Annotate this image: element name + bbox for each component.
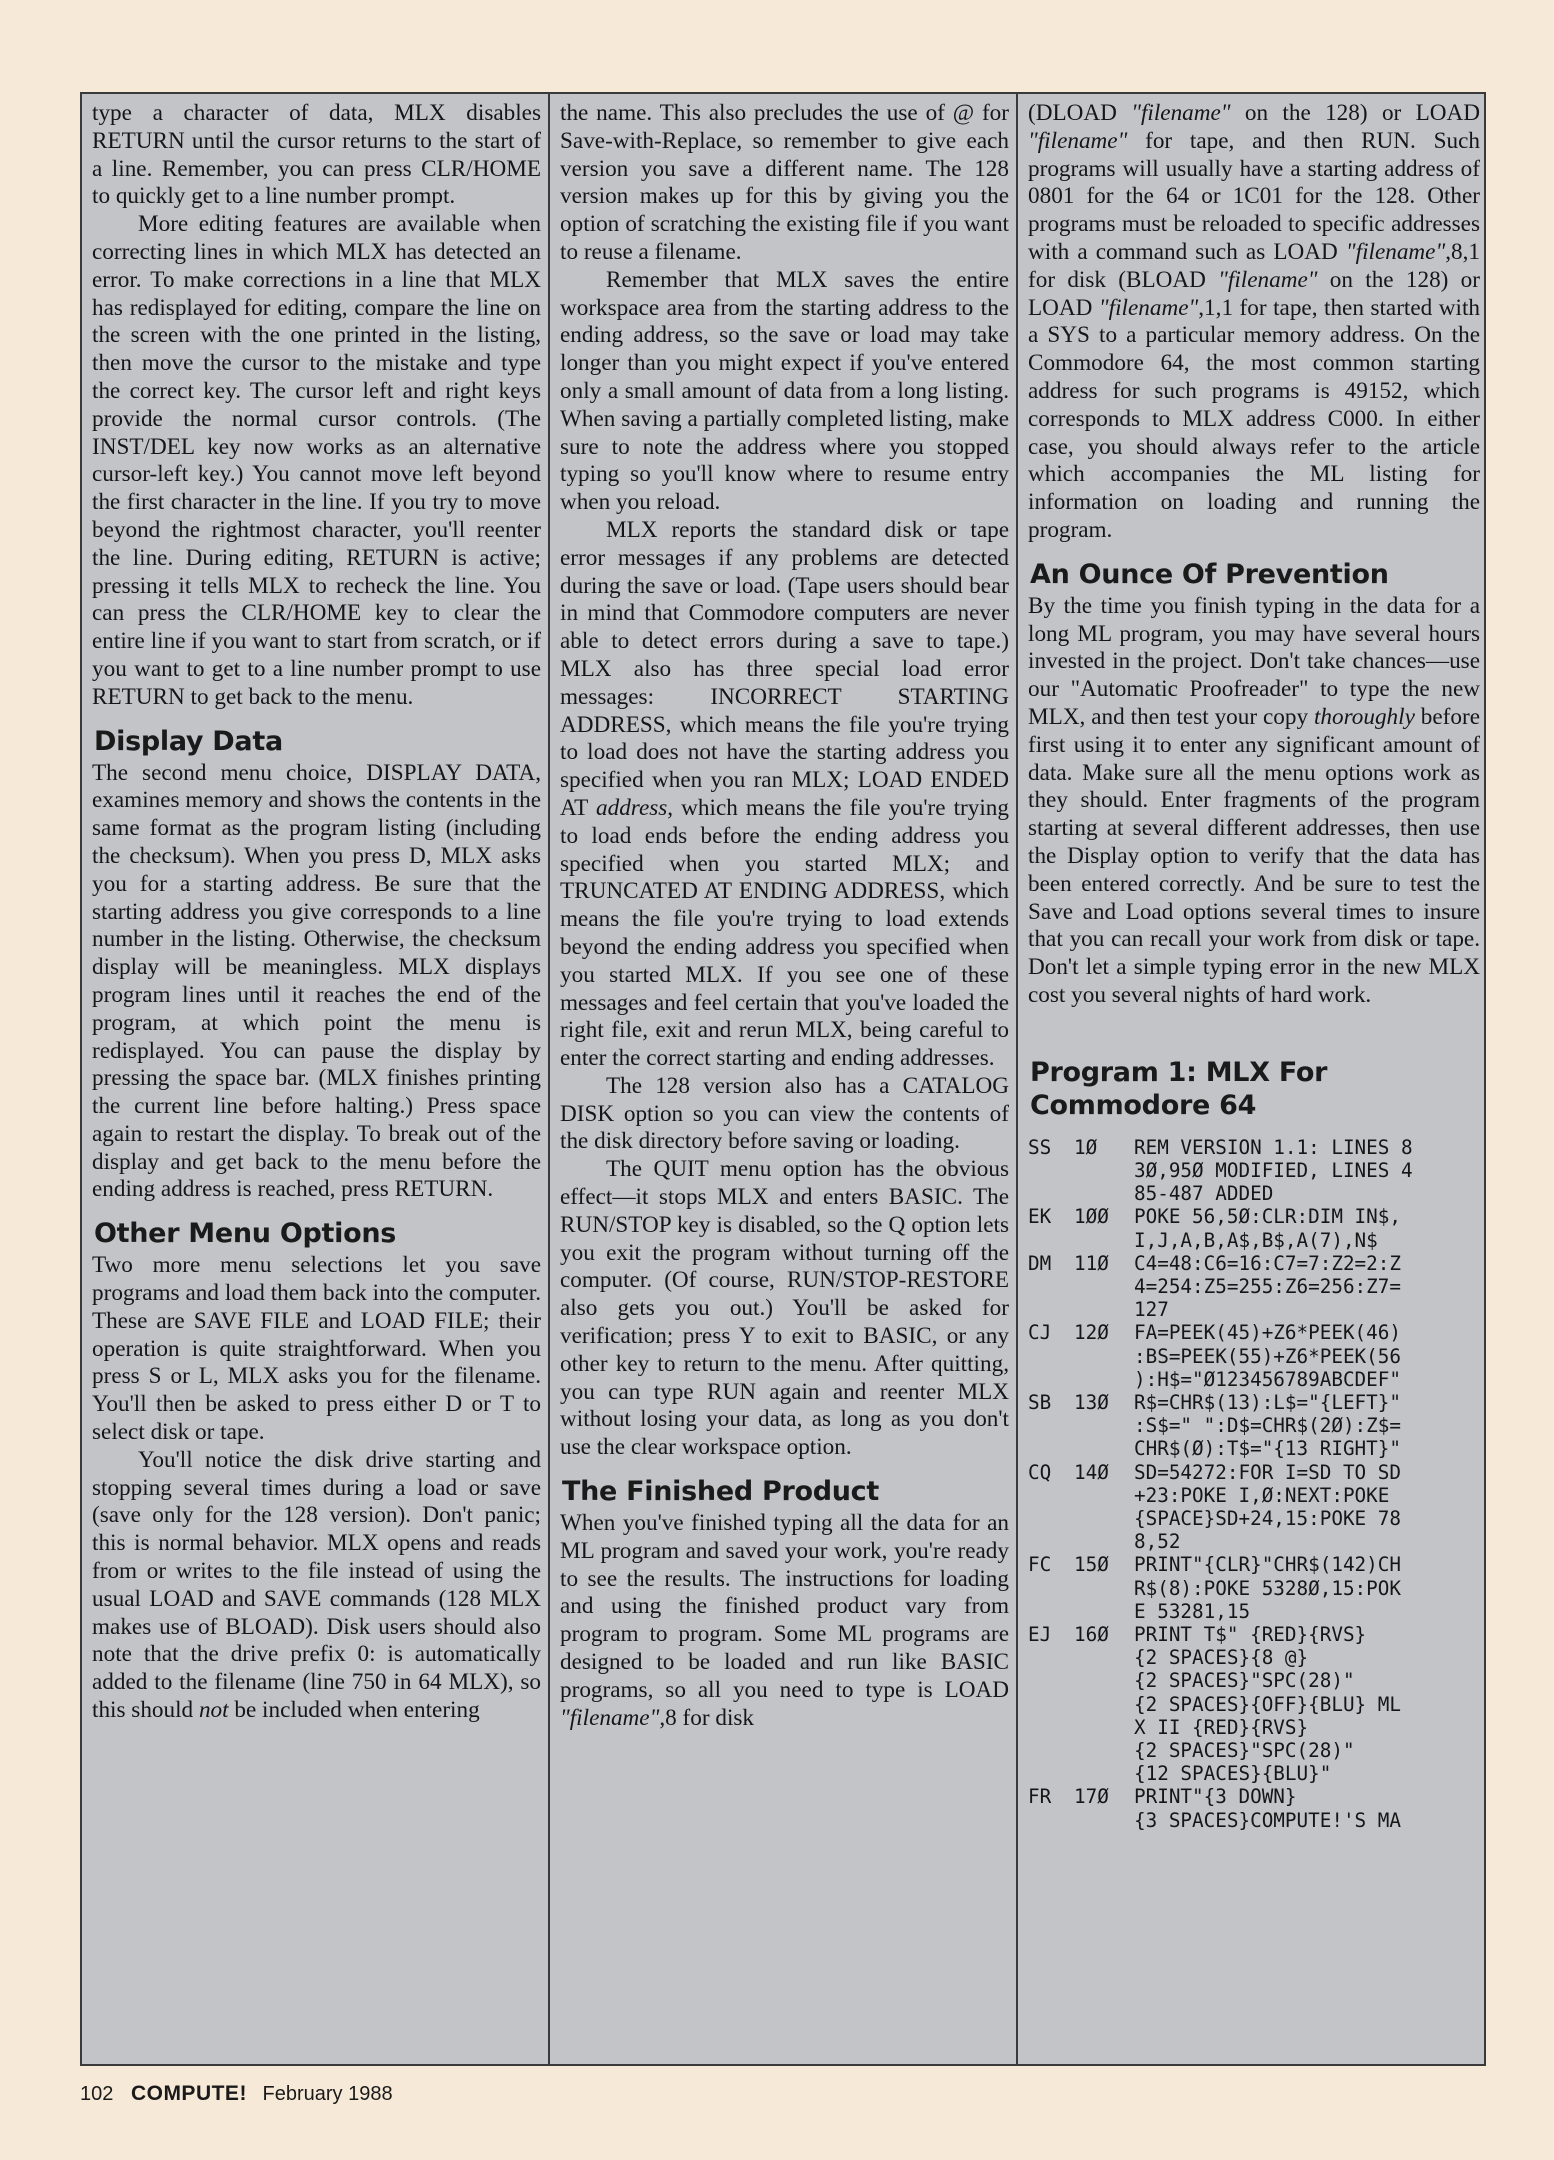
emphasis: "filename"	[1131, 100, 1231, 126]
paragraph: More editing features are available when correcting lines in which MLX has detected an error. To make corrections in a line that MLX has redisplayed for editing, compare the line on the screen with the one printed in the listing, then move the cursor to the mistake and type the correct key. The cursor left and right keys provide the normal cursor controls. (The INST/DEL key now works as an alternative cursor-left key.) You cannot move left beyond the first character in the line. If you try to move beyond the rightmost character, you'll reenter the line. During editing, RETURN is active; pressing it tells MLX to recheck the line. You can press the CLR/HOME key to clear the entire line if you want to start from scratch, or if you want to get to a line number prompt to use RETURN to get back to the menu.	[92, 211, 541, 710]
line-number: 1ØØ	[1074, 1205, 1109, 1229]
code-text: {2 SPACES}{OFF}{BLU} ML	[1134, 1692, 1401, 1716]
code-text: PRINT"{CLR}"CHR$(142)CH	[1134, 1553, 1401, 1577]
emphasis: "filename"	[560, 1704, 660, 1731]
code-text: REM VERSION 1.1: LINES 8	[1134, 1135, 1413, 1159]
paragraph	[560, 517, 1009, 1073]
code-text: 4=254:Z5=255:Z6=256:Z7=	[1134, 1274, 1401, 1298]
code-text: {2 SPACES}"SPC(28)"	[1134, 1669, 1355, 1693]
checksum: FC	[1028, 1553, 1052, 1577]
listing-line	[1028, 1623, 1480, 1646]
listing-line	[1028, 1809, 1480, 1832]
text-run: on the 128) or LOAD	[1230, 100, 1480, 126]
code-text: 8,52	[1134, 1530, 1181, 1554]
paragraph: Remember that MLX saves the entire workspace area from the starting address to the ending address, so the save or load may take longer than you might expect if you've entered only a small amount of data from a long listing. When saving a partially completed listing, make sure to note the address where you stopped typing so you'll know where to resume entry when you reload.	[560, 266, 1009, 516]
listing-line	[1028, 1205, 1480, 1228]
code-text: I,J,A,B,A$,B$,A(7),N$	[1134, 1228, 1378, 1252]
column-2	[550, 94, 1017, 2064]
text-run: (DLOAD	[1028, 100, 1132, 126]
text-run: By the time you finish typing in the data for a long ML program, you may have several hours invested in the project. Don't take chances—use our "Automatic Proofreader" to type the new MLX, and then test your copy	[1028, 592, 1480, 730]
checksum: SB	[1028, 1390, 1052, 1414]
code-text: 3Ø,95Ø MODIFIED, LINES 4	[1134, 1158, 1413, 1182]
listing-line	[1028, 1484, 1480, 1507]
text-run: for tape, and then RUN. Such programs will usually have a starting address of 0801 for the 64 or 1C01 for the 128. Other programs must be reloaded to specific addresses with a command such as LOAD	[1028, 127, 1480, 265]
listing-line	[1028, 1646, 1480, 1669]
emphasis: "filename"	[1098, 294, 1199, 321]
listing-line	[1028, 1507, 1480, 1530]
paragraph	[560, 1510, 1009, 1732]
listing-line	[1028, 1159, 1480, 1182]
code-text: {SPACE}SD+24,15:POKE 78	[1134, 1506, 1401, 1530]
listing-line	[1028, 1368, 1480, 1391]
paragraph: The second menu choice, DISPLAY DATA, examines memory and shows the contents in the same format as the program listing (including the checksum). When you press D, MLX asks you for a starting address. Be sure that the starting address you give corresponds to a line number in the listing. Otherwise, the checksum display will be meaningless. MLX displays program lines until it reaches the end of the program, at which point the menu is redisplayed. You can pause the display by pressing the space bar. (MLX finishes printing the current line before halting.) Press space again to restart the display. To break out of the display and get back to the menu before the ending address is reached, press RETURN.	[92, 759, 541, 1203]
listing-line	[1028, 1345, 1480, 1368]
code-text: PRINT"{3 DOWN}	[1134, 1785, 1297, 1809]
text-run: , which means the file you're trying to load ends before the ending address you specified when you started MLX; and TRUNCATED AT ENDING ADDRESS, which means the file you're trying to load extends beyond the ending address you specified when you started MLX. If you see one of these messages and feel certain that you've loaded the right file, exit and rerun MLX, being careful to enter the correct starting and ending addresses.	[560, 794, 1009, 1072]
paragraph	[1028, 593, 1480, 1010]
paragraph: Two more menu selections let you save programs and load them back into the computer. These are SAVE FILE and LOAD FILE; their operation is quite straightforward. When you press S or L, MLX asks you for the filename. You'll then be asked to press either D or T to select disk or tape.	[92, 1252, 541, 1446]
code-text: R$=CHR$(13):L$="{LEFT}"	[1134, 1390, 1401, 1414]
code-text: +23:POKE I,Ø:NEXT:POKE	[1134, 1483, 1390, 1507]
page-number: 102	[80, 2083, 114, 2105]
program-title-line: Program 1: MLX For	[1030, 1056, 1328, 1088]
code-text: CHR$(Ø):T$="{13 RIGHT}"	[1134, 1437, 1401, 1461]
page-footer	[80, 2082, 393, 2106]
line-number: 1Ø	[1074, 1135, 1098, 1159]
line-number: 11Ø	[1074, 1251, 1109, 1275]
listing-line	[1028, 1669, 1480, 1692]
code-text: {3 SPACES}COMPUTE!'S MA	[1134, 1808, 1401, 1832]
text-run: You'll notice the disk drive starting and stopping several times during a load or save (save only for the 128 version). Don't panic; this is normal behavior. MLX opens and reads from or writes to the file instead of using the usual LOAD and SAVE commands (128 MLX makes use of BLOAD). Disk users should also note that the drive prefix 0: is automatically added to the filename (line 750 in 64 MLX), so this should	[92, 1446, 541, 1724]
paragraph	[1028, 100, 1480, 545]
listing-line	[1028, 1252, 1480, 1275]
emphasis: "filename"	[1218, 266, 1318, 293]
text-run: ,8 for disk	[659, 1704, 755, 1731]
listing-line	[1028, 1391, 1480, 1414]
checksum: CQ	[1028, 1460, 1052, 1484]
paragraph	[92, 1447, 541, 1725]
code-text: :S$=" ":D$=CHR$(2Ø):Z$=	[1134, 1414, 1401, 1438]
code-text: E 53281,15	[1134, 1599, 1251, 1623]
emphasis: "filename"	[1345, 238, 1446, 265]
listing-line	[1028, 1739, 1480, 1762]
code-text: 85-487 ADDED	[1134, 1182, 1274, 1206]
checksum: DM	[1028, 1251, 1052, 1275]
text-run: When you've finished typing all the data for an ML program and saved your work, you're ready to see the results. The instructions for loading and using the finished product vary from program to program. Some ML programs are designed to be loaded and run like BASIC programs, so all you need to type is LOAD	[560, 1510, 1009, 1703]
listing-line	[1028, 1229, 1480, 1252]
listing-line	[1028, 1530, 1480, 1553]
program-listing	[1028, 1136, 1480, 1832]
code-text: :BS=PEEK(55)+Z6*PEEK(56	[1134, 1344, 1401, 1368]
line-number: 17Ø	[1074, 1785, 1109, 1809]
listing-line	[1028, 1437, 1480, 1460]
listing-line	[1028, 1785, 1480, 1808]
heading-other-menu-options: Other Menu Options	[94, 1218, 397, 1250]
checksum: EJ	[1028, 1622, 1052, 1646]
paragraph: the name. This also precludes the use of @ for Save-with-Replace, so remember to give each version you save a different name. The 128 version makes up for this by giving you the option of scratching the existing file if you want to reuse a filename.	[560, 100, 1009, 265]
line-number: 13Ø	[1074, 1390, 1109, 1414]
text-run: be included when entering	[228, 1697, 480, 1724]
program-title-line: Commodore 64	[1030, 1089, 1257, 1121]
listing-line	[1028, 1693, 1480, 1716]
line-number: 16Ø	[1074, 1622, 1109, 1646]
code-text: FA=PEEK(45)+Z6*PEEK(46)	[1134, 1321, 1401, 1345]
code-text: R$(8):POKE 5328Ø,15:POK	[1134, 1576, 1401, 1600]
emphasis: "filename"	[1028, 127, 1128, 154]
listing-line	[1028, 1716, 1480, 1739]
listing-line	[1028, 1577, 1480, 1600]
magazine-name: COMPUTE!	[130, 2082, 247, 2105]
line-number: 14Ø	[1074, 1460, 1109, 1484]
text-run: ,8,1 for disk (BLOAD	[1028, 238, 1480, 293]
listing-line	[1028, 1321, 1480, 1344]
program-title	[1030, 1056, 1480, 1122]
code-text: SD=54272:FOR I=SD TO SD	[1134, 1460, 1401, 1484]
code-text: POKE 56,5Ø:CLR:DIM IN$,	[1134, 1205, 1401, 1229]
emphasis: thoroughly	[1313, 703, 1415, 730]
emphasis: not	[198, 1697, 229, 1724]
paragraph: type a character of data, MLX disables RETURN until the cursor returns to the start of a line. Remember, you can press CLR/HOME to quickly get to a line number prompt.	[92, 100, 541, 210]
code-text: C4=48:C6=16:C7=7:Z2=2:Z	[1134, 1251, 1401, 1275]
emphasis: address	[596, 794, 668, 821]
listing-line	[1028, 1461, 1480, 1484]
code-text: {2 SPACES}"SPC(28)"	[1134, 1738, 1355, 1762]
line-number: 12Ø	[1074, 1321, 1109, 1345]
code-text: X II {RED}{RVS}	[1134, 1715, 1309, 1739]
listing-line	[1028, 1182, 1480, 1205]
checksum: EK	[1028, 1205, 1052, 1229]
code-text: 127	[1134, 1298, 1169, 1322]
heading-ounce-of-prevention: An Ounce Of Prevention	[1030, 558, 1389, 590]
code-text: {2 SPACES}{8 @}	[1134, 1646, 1309, 1670]
text-run: on the 128) or LOAD	[1028, 266, 1480, 321]
listing-line	[1028, 1553, 1480, 1576]
paragraph: The QUIT menu option has the obvious effect—it stops MLX and enters BASIC. The RUN/STOP key is disabled, so the Q option lets you exit the program without turning off the computer. (Of course, RUN/STOP-RESTORE also gets you out.) You'll be asked for verification; press Y to exit to BASIC, or any other key to return to the menu. After quitting, you can type RUN again and reenter MLX without losing your data, as long as you don't use the clear workspace option.	[560, 1156, 1009, 1461]
checksum: CJ	[1028, 1321, 1052, 1345]
text-run: ,1,1 for tape, then started with a SYS to a particular memory address. On the Commodore 64, the most common starting address for such programs is 49152, which corresponds to MLX address C000. In either case, you should always refer to the article which accompanies the ML listing for information on loading and running the program.	[1028, 294, 1481, 543]
listing-line	[1028, 1275, 1480, 1298]
text-run: before first using it to enter any significant amount of data. Make sure all the menu options work as they should. Enter fragments of the program starting at several different addresses, then use the Display option to verify that the data has been entered correctly. And be sure to test the Save and Load options several times to insure that you can recall your work from disk or tape. Don't let a simple typing error in the new MLX cost you several nights of hard work.	[1028, 703, 1480, 1008]
paragraph: The 128 version also has a CATALOG DISK option so you can view the contents of the disk directory before saving or loading.	[560, 1072, 1009, 1155]
heading-display-data: Display Data	[94, 725, 283, 757]
issue-date: February 1988	[262, 2083, 393, 2105]
listing-line	[1028, 1600, 1480, 1623]
listing-line	[1028, 1762, 1480, 1785]
checksum: SS	[1028, 1135, 1052, 1159]
column-1	[82, 94, 549, 2064]
listing-line	[1028, 1298, 1480, 1321]
article-page	[80, 92, 1486, 2066]
listing-line	[1028, 1414, 1480, 1437]
line-number: 15Ø	[1074, 1553, 1109, 1577]
code-text: PRINT T$" {RED}{RVS}	[1134, 1622, 1367, 1646]
code-text: {12 SPACES}{BLU}"	[1134, 1762, 1332, 1786]
text-run: MLX reports the standard disk or tape error messages if any problems are detected during the save or load. (Tape users should bear in mind that Commodore computers are never able to detect errors during a save to tape.) MLX also has three special load error messages: INCORRECT STARTING ADDRESS, which means the file you're trying to load does not have the starting address you specified when you ran MLX; LOAD ENDED AT	[560, 516, 1009, 821]
column-3	[1018, 94, 1488, 2064]
listing-line	[1028, 1136, 1480, 1159]
code-text: ):H$="Ø123456789ABCDEF"	[1134, 1367, 1401, 1391]
heading-finished-product: The Finished Product	[562, 1476, 879, 1508]
checksum: FR	[1028, 1785, 1052, 1809]
